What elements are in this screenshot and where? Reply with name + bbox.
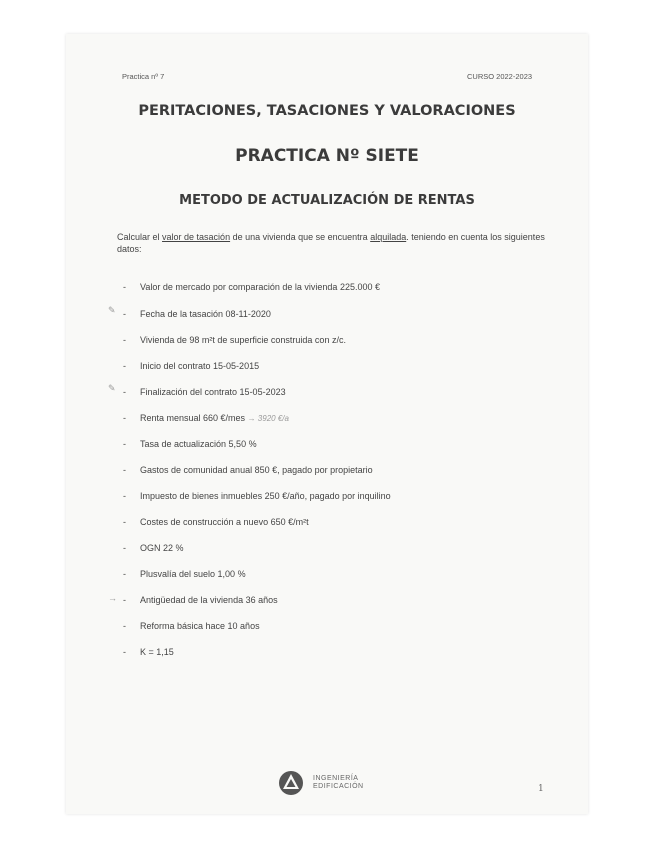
intro-text-3: . teniendo en cuenta los siguientes datos: — [117, 232, 545, 254]
list-item — [123, 517, 309, 527]
bullet: - — [123, 543, 126, 553]
item-text: Fecha de la tasación 08-11-2020 — [140, 309, 271, 319]
item-text: Valor de mercado por comparación de la vivienda 225.000 € — [140, 282, 380, 292]
intro-text-2: de una vivienda que se encuentra — [230, 232, 371, 242]
bullet: - — [123, 309, 126, 319]
list-item — [123, 309, 271, 319]
intro-text-1: Calcular el — [117, 232, 163, 242]
list-item — [123, 282, 380, 292]
item-text: OGN 22 % — [140, 543, 184, 553]
main-title: PERITACIONES, TASACIONES Y VALORACIONES — [138, 103, 516, 119]
pen-mark-icon: ✎ — [108, 383, 116, 393]
bullet: - — [123, 647, 126, 657]
bullet: - — [123, 595, 126, 605]
item-text: Gastos de comunidad anual 850 €, pagado por propietario — [140, 465, 373, 475]
logo-line-2: EDIFICACIÓN — [313, 783, 364, 790]
list-item — [123, 335, 346, 345]
bullet: - — [123, 282, 126, 292]
bullet: - — [123, 465, 126, 475]
bullet: - — [123, 621, 126, 631]
logo-line-1: INGENIERÍA — [313, 775, 359, 782]
list-item — [123, 569, 246, 579]
list-item — [123, 465, 373, 475]
bullet: - — [123, 517, 126, 527]
list-item — [123, 439, 257, 449]
item-text: Costes de construcción a nuevo 650 €/m²t — [140, 517, 309, 527]
method-title: METODO DE ACTUALIZACIÓN DE RENTAS — [179, 193, 475, 208]
intro-underlined-alquilada: alquilada — [370, 232, 407, 242]
bullet: - — [123, 387, 126, 397]
item-text: Renta mensual 660 €/mes — [140, 413, 246, 423]
list-item — [123, 595, 278, 605]
list-item — [123, 361, 259, 371]
pen-mark-icon: ✎ — [108, 305, 116, 315]
school-logo-text — [313, 775, 364, 791]
item-text: Reforma básica hace 10 años — [140, 621, 260, 631]
item-text: Impuesto de bienes inmuebles 250 €/año, pagado por inquilino — [140, 491, 391, 501]
list-item — [123, 647, 174, 657]
item-text: Vivienda de 98 m²t de superficie construida con z/c. — [140, 335, 346, 345]
item-text: Finalización del contrato 15-05-2023 — [140, 387, 286, 397]
item-text: Tasa de actualización 5,50 % — [140, 439, 257, 449]
header-course: CURSO 2022-2023 — [467, 72, 533, 81]
list-item — [123, 491, 391, 501]
item-text: Inicio del contrato 15-05-2015 — [140, 361, 260, 371]
practice-title: PRACTICA Nº SIETE — [235, 146, 419, 166]
intro-underlined-valor: valor de tasación — [162, 232, 231, 242]
bullet: - — [123, 413, 126, 423]
header-practice-number: Practica nº 7 — [122, 72, 165, 81]
bullet: - — [123, 335, 126, 345]
list-item — [123, 621, 260, 631]
item-text: Antigüedad de la vivienda 36 años — [140, 595, 278, 605]
handwritten-annual-rent: → 3920 €/a — [247, 414, 289, 423]
list-item — [123, 413, 289, 423]
list-item — [123, 543, 184, 553]
item-text: K = 1,15 — [140, 647, 174, 657]
bullet: - — [123, 569, 126, 579]
bullet: - — [123, 361, 126, 371]
arrow-mark-icon: → — [108, 593, 117, 603]
item-text: Plusvalía del suelo 1,00 % — [140, 569, 246, 579]
list-item — [123, 387, 286, 397]
page-number: 1 — [538, 784, 544, 794]
bullet: - — [123, 491, 126, 501]
bullet: - — [123, 439, 126, 449]
